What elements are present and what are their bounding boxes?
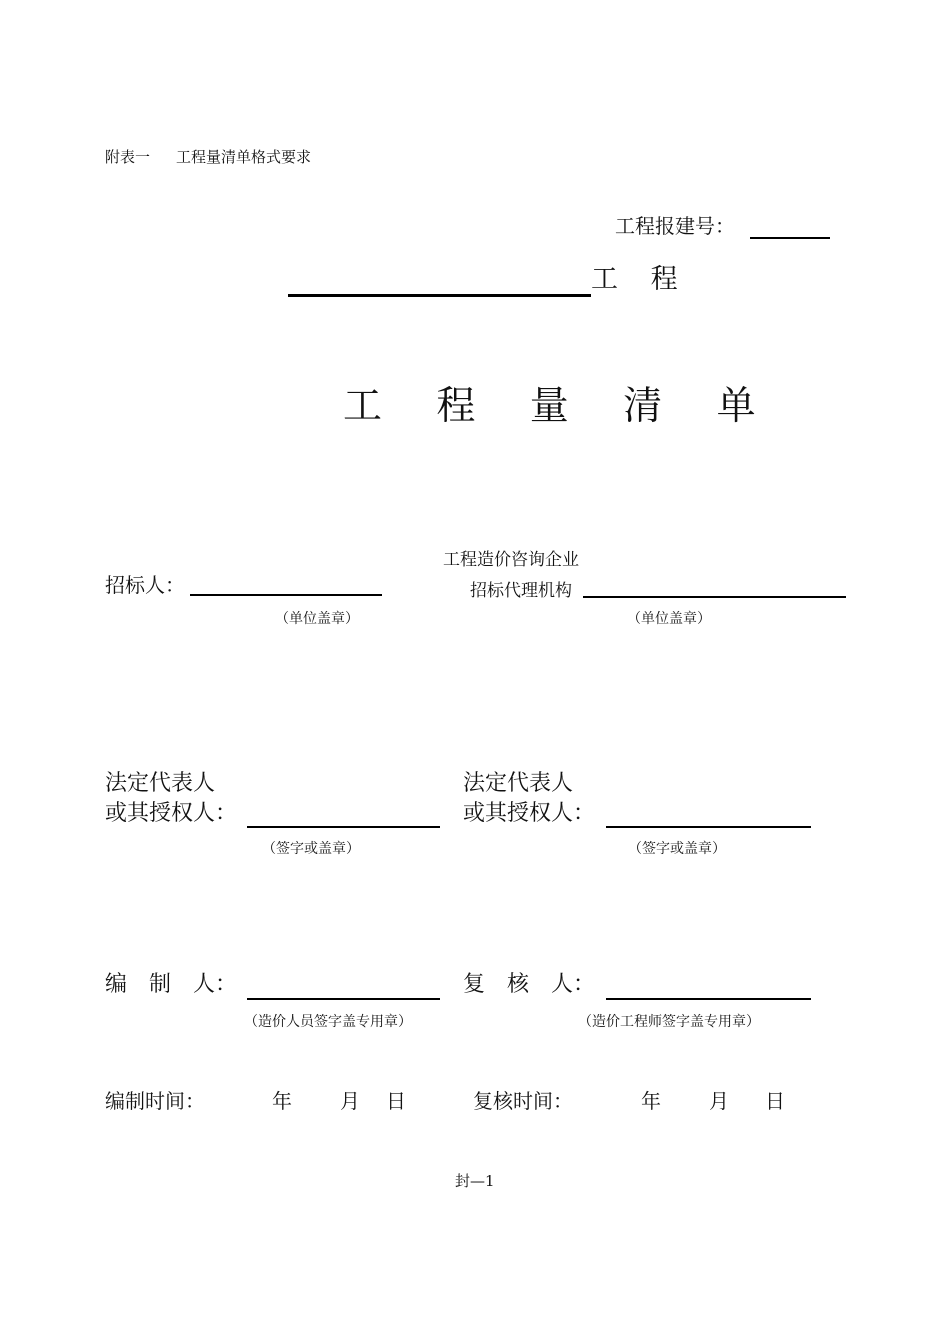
page-number: 封—1 (455, 1172, 495, 1190)
attachment-label: 附表一 (105, 148, 151, 166)
tenderer-blank-line (190, 594, 382, 596)
attachment-title: 工程量清单格式要求 (176, 148, 312, 166)
reviewer-sign-note: （造价工程师签字盖专用章） (578, 1014, 760, 1030)
compile-day-label: 日 (386, 1089, 406, 1113)
main-title: 工 程 量 清 单 (343, 384, 777, 429)
tenderer-stamp-note: （单位盖章） (275, 611, 359, 627)
legal-rep-right-sign-note: （签字或盖章） (628, 841, 726, 857)
legal-rep-right-line2: 或其授权人： (463, 801, 596, 826)
reviewer-label: 复 核 人： (463, 972, 596, 997)
project-name-blank-line (288, 294, 591, 297)
agency-stamp-note: （单位盖章） (627, 611, 711, 627)
review-day-label: 日 (765, 1089, 785, 1113)
legal-rep-left-line2: 或其授权人： (105, 801, 238, 826)
agency-label: 招标代理机构 (470, 581, 572, 601)
reg-no-label: 工程报建号： (615, 214, 735, 238)
review-year-label: 年 (641, 1089, 661, 1113)
legal-rep-right-blank-line (606, 826, 811, 828)
compile-month-label: 月 (340, 1089, 360, 1113)
legal-rep-left-blank-line (247, 826, 440, 828)
agency-blank-line (583, 596, 846, 598)
legal-rep-left-line1: 法定代表人 (105, 771, 216, 796)
tenderer-label: 招标人： (105, 573, 185, 597)
compile-time-label: 编制时间： (105, 1089, 205, 1113)
review-time-label: 复核时间： (473, 1089, 573, 1113)
compiler-blank-line (247, 998, 440, 1000)
review-month-label: 月 (709, 1089, 729, 1113)
legal-rep-left-sign-note: （签字或盖章） (262, 841, 360, 857)
compiler-sign-note: （造价人员签字盖专用章） (244, 1014, 412, 1030)
project-name-suffix: 工 程 (591, 264, 690, 295)
consult-enterprise-label: 工程造价咨询企业 (443, 550, 579, 570)
reviewer-blank-line (606, 998, 811, 1000)
attachment-heading (105, 146, 311, 167)
compiler-label: 编 制 人： (105, 972, 238, 997)
compile-year-label: 年 (272, 1089, 292, 1113)
reg-no-blank-line (750, 237, 830, 239)
legal-rep-right-line1: 法定代表人 (463, 771, 574, 796)
